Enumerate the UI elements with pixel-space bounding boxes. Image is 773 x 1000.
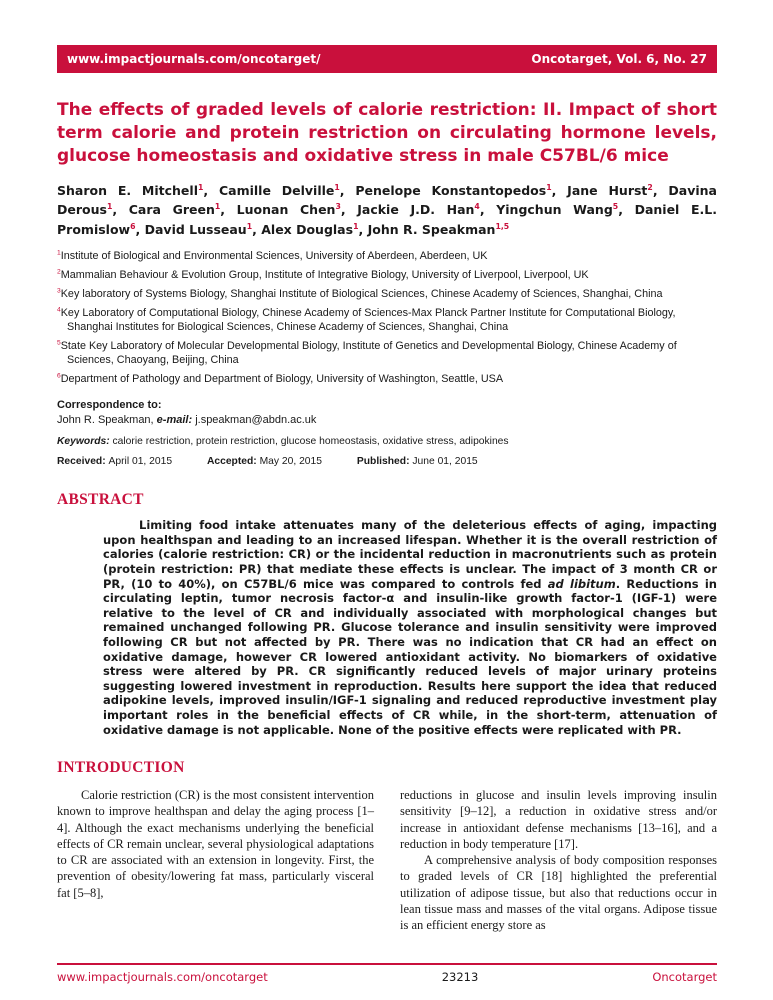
- affiliation-list: [57, 249, 717, 391]
- author-affiliation-sup: 6: [130, 221, 136, 231]
- correspondence-line: [57, 413, 717, 428]
- author-affiliation-sup: 5: [612, 202, 619, 212]
- author: [368, 222, 510, 237]
- author: [237, 202, 358, 217]
- article-title: The effects of graded levels of calorie restriction: II. Impact of short term calorie and protein restriction on circulating hormone levels, glucose homeostasis and oxidative stress in male C57BL/6 mice: [57, 100, 717, 166]
- header-volume-info: Oncotarget, Vol. 6, No. 27: [531, 52, 707, 66]
- keywords-line: [57, 435, 717, 448]
- author-name: Daniel E.L. Promislow: [57, 202, 717, 237]
- email-link[interactable]: j.speakman@abdn.ac.uk: [195, 414, 317, 427]
- author-name: Jackie J.D. Han: [357, 202, 475, 218]
- affiliation-text: Key laboratory of Systems Biology, Shanghai Institute of Biological Sciences, Chinese Academy of Sciences, Shanghai, China: [60, 288, 663, 300]
- author-affiliation-sup: 1: [334, 182, 340, 192]
- author: [129, 202, 237, 217]
- correspondence-name: John R. Speakman,: [57, 414, 157, 427]
- author-name: Camille Delville: [218, 182, 335, 198]
- author-affiliation-sup: 1: [353, 221, 359, 231]
- author-name: Jane Hurst: [567, 182, 648, 198]
- keywords-label: Keywords:: [57, 435, 113, 447]
- intro-paragraph: Calorie restriction (CR) is the most consistent intervention known to improve healthspan and delay the aging process [1–4]. Although the exact mechanisms underlying the beneficial effects of CR remain unclear, several physiological adaptations to CR are associated with an extension in longevity. First, the prevention of obesity/lowering fat mass, particularly visceral fat [5–8],: [57, 788, 374, 900]
- introduction-heading: INTRODUCTION: [57, 759, 185, 777]
- published-label: Published:: [356, 456, 413, 468]
- author: [145, 222, 262, 237]
- author-separator: ,: [340, 202, 358, 218]
- footer-url-link[interactable]: www.impactjournals.com/oncotarget: [57, 970, 268, 984]
- author-separator: ,: [220, 202, 237, 218]
- author-name: Yingchun Wang: [496, 202, 613, 218]
- journal-name: Oncotarget: [652, 970, 717, 984]
- author-affiliation-sup: 1: [546, 182, 552, 192]
- author: [219, 183, 355, 198]
- affiliation-text: Mammalian Behaviour & Evolution Group, Institute of Integrative Biology, University of Liverpool, Liverpool, UK: [60, 268, 589, 281]
- affiliation: [57, 249, 717, 263]
- abstract-section: [57, 491, 717, 759]
- author: [355, 183, 567, 198]
- page-footer: [57, 963, 717, 984]
- affiliation-number: 1: [57, 249, 61, 257]
- author: [261, 222, 367, 237]
- author-separator: ,: [339, 182, 356, 198]
- author-separator: ,: [551, 182, 568, 198]
- author-affiliation-sup: 1: [197, 182, 204, 192]
- received-date: [57, 456, 172, 467]
- author-separator: ,: [358, 221, 368, 237]
- accepted-label: Accepted:: [206, 456, 260, 468]
- affiliation-number: 5: [57, 339, 61, 347]
- abstract-text: [103, 518, 717, 737]
- abstract-text-part2: . Reductions in circulating leptin, tumor necrosis factor-α and insulin-like growth factor-1 (IGF-1) were relative to the level of CR and individually associated with morphological changes but remained unchanged following PR. Glucose tolerance and insulin sensitivity were improved following CR but not affected by PR. There was no indication that CR had an effect on oxidative damage, however CR lowered antioxidant activity. No biomarkers of oxidative stress were altered by PR. CR significantly reduced levels of major urinary proteins suggesting lowered investment in reproduction. Results here support the idea that reduced adipokine levels, improved insulin/IGF-1 signaling and reduced reproductive investment play important roles in the beneficial effects of CR while, in the short-term, attenuation of oxidative damage is not applicable. None of the positive effects were replicated with PR.: [103, 576, 717, 737]
- published-date: [357, 456, 478, 467]
- affiliation: [57, 339, 717, 367]
- author-name: Alex Douglas: [261, 221, 354, 237]
- keywords-text: calorie restriction, protein restriction, glucose homeostasis, oxidative stress, adipokines: [112, 435, 509, 447]
- author-name: Davina Derous: [57, 182, 717, 218]
- published-value: June 01, 2015: [412, 456, 478, 468]
- affiliation: [57, 306, 717, 334]
- author: [357, 202, 496, 217]
- author-separator: ,: [135, 221, 145, 237]
- journal-header-bar: [57, 45, 717, 73]
- author-affiliation-sup: 3: [335, 202, 341, 212]
- accepted-value: May 20, 2015: [259, 456, 322, 468]
- introduction-section: [57, 759, 717, 933]
- affiliation-number: 6: [57, 372, 61, 380]
- author-separator: ,: [203, 182, 219, 198]
- author: [567, 183, 668, 198]
- author-separator: ,: [112, 202, 129, 218]
- two-column-body: [57, 787, 717, 933]
- header-url-link[interactable]: www.impactjournals.com/oncotarget/: [67, 52, 321, 66]
- author-name: Luonan Chen: [236, 202, 336, 218]
- affiliation: [57, 287, 717, 301]
- author-affiliation-sup: 1: [106, 202, 113, 212]
- intro-paragraph: reductions in glucose and insulin levels improving insulin sensitivity [9–12], a reduction in oxidative stress and/or increase in antioxidant defense mechanisms [13–16], and a reduction in body temperature [17].: [400, 788, 717, 851]
- author-separator: ,: [252, 221, 262, 237]
- affiliation-number: 4: [57, 306, 61, 314]
- intro-right-column: [400, 787, 717, 933]
- affiliation: [57, 268, 717, 282]
- author-name: Sharon E. Mitchell: [57, 182, 198, 198]
- received-label: Received:: [57, 456, 109, 468]
- intro-left-column: [57, 787, 374, 933]
- intro-paragraph: A comprehensive analysis of body composition responses to graded levels of CR [18] highlighted the preferential utilization of adipose tissue, but also that reductions occur in lean tissue mass and masses of the vital organs. Adipose tissue is an efficient energy store as: [400, 853, 717, 933]
- author-affiliation-sup: 4: [474, 202, 480, 212]
- affiliation: [57, 372, 717, 386]
- affiliation-number: 2: [57, 268, 61, 276]
- received-value: April 01, 2015: [108, 456, 173, 468]
- ad-libitum-italic: ad libitum: [547, 576, 616, 591]
- author: [57, 183, 219, 198]
- author: [496, 202, 634, 217]
- affiliation-text: State Key Laboratory of Molecular Developmental Biology, Institute of Genetics and Developmental Biology, Chinese Academy of Sciences, Chaoyang, Beijing, China: [60, 340, 677, 367]
- page-number: 23213: [441, 970, 479, 984]
- affiliation-text: Key Laboratory of Computational Biology, Chinese Academy of Sciences-Max Planck Partner Institute for Computational Biology, Shanghai Institutes for Biological Sciences, Chinese Academy of Sciences, Shanghai, China: [60, 307, 676, 334]
- footer-divider: [57, 963, 717, 965]
- author-affiliation-sup: 2: [647, 182, 653, 192]
- author-affiliation-sup: 1: [246, 221, 253, 231]
- correspondence-label: Correspondence to:: [57, 399, 162, 412]
- accepted-date: [207, 456, 322, 467]
- author-name: John R. Speakman: [367, 221, 496, 237]
- author-name: Cara Green: [128, 202, 215, 218]
- author-separator: ,: [479, 202, 497, 218]
- dates-line: [57, 456, 717, 467]
- author-separator: ,: [652, 182, 669, 198]
- email-label: e-mail:: [156, 414, 196, 427]
- affiliation-text: Institute of Biological and Environmental Sciences, University of Aberdeen, Aberdeen, UK: [60, 249, 488, 262]
- abstract-text-part1: Limiting food intake attenuates many of the deleterious effects of aging, impacting upon healthspan and leading to an increased lifespan. Whether it is the overall restriction of calories (calorie restriction: CR) or the incidental reduction in macronutrients such as protein (protein restriction: PR) that mediate these effects is unclear. The impact of 3 month CR or PR, (10 to 40%), on C57BL/6 mice was compared to controls fed: [103, 518, 717, 591]
- author-name: Penelope Konstantopedos: [355, 182, 547, 198]
- author-separator: ,: [618, 202, 635, 218]
- correspondence-block: [57, 398, 717, 428]
- affiliation-number: 3: [57, 287, 61, 295]
- author-list: [57, 181, 717, 239]
- abstract-heading: ABSTRACT: [57, 491, 144, 509]
- author-affiliation-sup: 1,5: [495, 221, 510, 231]
- author-name: David Lusseau: [144, 221, 247, 237]
- affiliation-text: Department of Pathology and Department of Biology, University of Washington, Seattle, USA: [60, 373, 504, 386]
- author-affiliation-sup: 1: [214, 202, 221, 212]
- footer-row: [57, 970, 717, 984]
